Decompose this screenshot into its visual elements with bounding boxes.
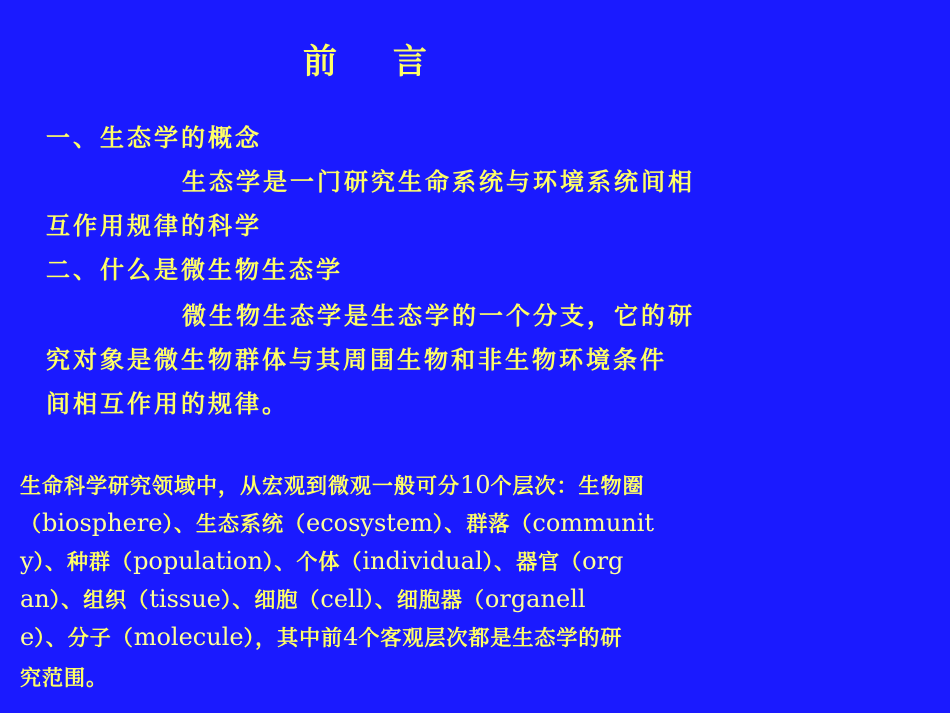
levels-number: 10 — [460, 471, 491, 499]
levels-term: communit — [532, 509, 655, 537]
heading-concept: 一、生态学的概念 — [46, 124, 262, 152]
page-title: 前 言 — [303, 42, 449, 82]
levels-text: ）、生态系统（ — [162, 512, 307, 536]
levels-line-1 — [20, 470, 930, 500]
levels-term: org — [582, 547, 624, 575]
levels-text: ）、种群（ — [33, 550, 134, 574]
levels-text: 个客观层次都是生态学的研 — [358, 626, 623, 650]
heading-microbial-ecology: 二、什么是微生物生态学 — [46, 256, 343, 284]
levels-line-5 — [20, 622, 930, 652]
levels-term: biosphere — [42, 509, 163, 537]
levels-text: ）、器官（ — [482, 550, 583, 574]
microbial-text-line-2: 究对象是微生物群体与其周围生物和非生物环境条件 — [46, 346, 667, 374]
levels-text: ）、组织（ — [49, 588, 150, 612]
levels-text: ）、分子（ — [34, 626, 134, 650]
levels-text: ）、个体（ — [262, 550, 363, 574]
levels-text: 究范围。 — [20, 666, 108, 690]
levels-term: individual — [362, 547, 483, 575]
levels-line-2 — [20, 508, 930, 538]
microbial-text-line-3: 间相互作用的规律。 — [46, 390, 289, 418]
levels-text: ）、细胞器（ — [363, 588, 485, 612]
levels-text: ），其中前 — [243, 626, 344, 650]
levels-text: 生命科学研究领域中，从宏观到微观一般可分 — [20, 474, 460, 498]
levels-text: ）、细胞（ — [220, 588, 321, 612]
levels-line-3 — [20, 546, 930, 576]
levels-term: e — [20, 623, 35, 651]
levels-text: （ — [20, 512, 42, 536]
levels-term: population — [133, 547, 263, 575]
levels-text: ）、群落（ — [432, 512, 533, 536]
levels-term: molecule — [133, 623, 244, 651]
levels-line-6 — [20, 662, 930, 692]
microbial-text-line-1: 微生物生态学是生态学的一个分支，它的研 — [182, 302, 695, 330]
concept-text-line-1: 生态学是一门研究生命系统与环境系统间相 — [182, 168, 695, 196]
levels-term: cell — [320, 585, 364, 613]
levels-text: 生物圈 — [578, 474, 645, 498]
levels-term: ecosystem — [306, 509, 433, 537]
levels-text: 个层次： — [490, 474, 579, 498]
levels-number: 4 — [343, 623, 359, 651]
levels-term: y — [20, 547, 34, 575]
levels-term: organell — [484, 585, 586, 613]
levels-line-4 — [20, 584, 930, 614]
levels-term: an — [20, 585, 50, 613]
concept-text-line-2: 互作用规律的科学 — [46, 212, 262, 240]
levels-term: tissue — [149, 585, 221, 613]
